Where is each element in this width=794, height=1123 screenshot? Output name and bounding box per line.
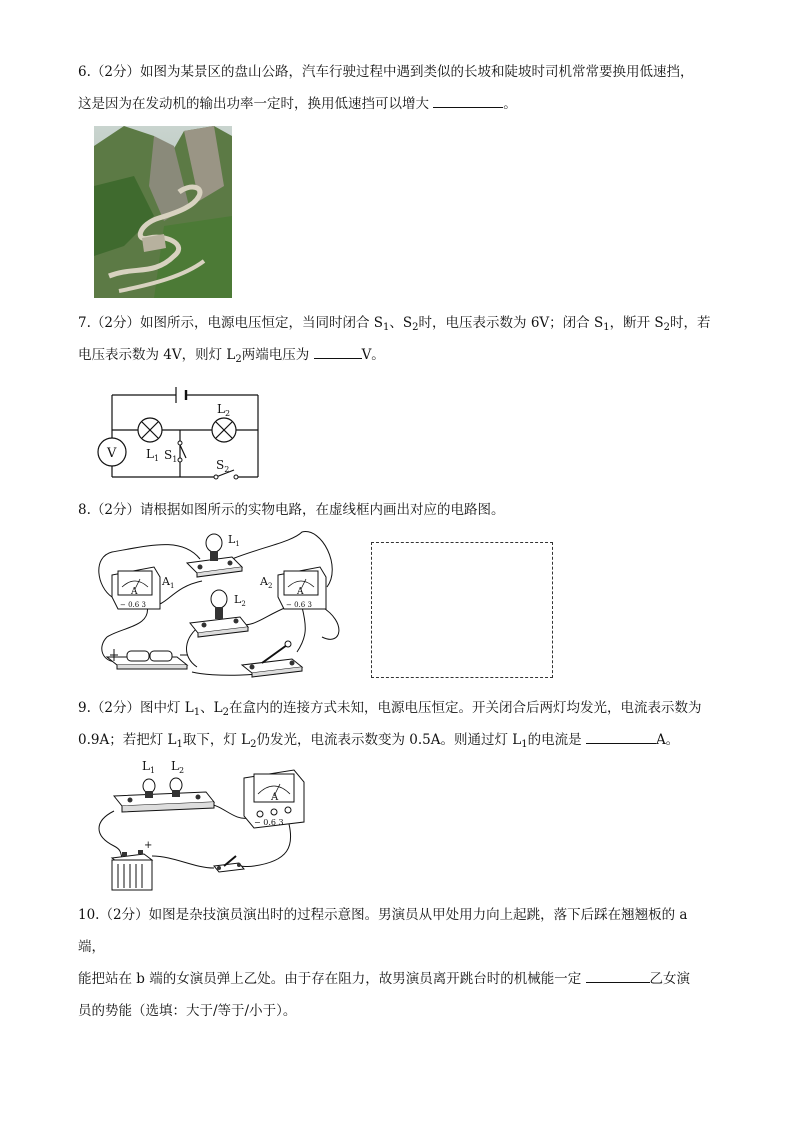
battery	[112, 840, 152, 890]
answer-blank-9[interactable]	[586, 729, 656, 744]
lamp-l1-symbol	[138, 418, 162, 442]
label-l1: $L_1$	[228, 533, 240, 548]
svg-text:A: A	[271, 792, 279, 803]
answer-blank-6[interactable]	[433, 93, 503, 108]
question-6-line-2: 这是因为在发动机的输出功率一定时，换用低速挡可以增大 。	[78, 88, 718, 120]
label-l2: $L_2$	[171, 759, 185, 775]
drawing-box-dashed[interactable]	[371, 542, 553, 678]
circuit-diagram-q7	[94, 380, 269, 485]
question-7-line-2: 电压表示数为 4V，则灯 $L_2$两端电压为 V。	[78, 339, 718, 371]
question-7	[78, 307, 718, 371]
question-6-line-1: 6.（2分）如图为某景区的盘山公路，汽车行驶过程中遇到类似的长坡和陡坡时司机常常要换用低速挡，	[78, 64, 694, 80]
physical-circuit-q8	[92, 527, 360, 682]
ammeter-a1	[112, 567, 160, 609]
question-10-line-3: 员的势能（选填：大于/等于/小于）。	[78, 1003, 297, 1019]
question-6	[78, 56, 718, 120]
svg-text:A: A	[297, 587, 304, 597]
svg-text:− 0.6 3: − 0.6 3	[254, 818, 284, 827]
switch-s2-contact	[214, 475, 218, 479]
knife-switch	[242, 641, 302, 677]
lamp-box	[114, 778, 214, 812]
battery-holder	[107, 649, 188, 669]
svg-text:V: V	[107, 446, 117, 461]
ammeter-a2	[278, 567, 326, 609]
answer-blank-10[interactable]	[586, 968, 650, 983]
question-10-line-2: 能把站在 b 端的女演员弹上乙处。由于存在阻力，故男演员离开跳台时的机械能一定 乙女演	[78, 963, 718, 995]
physical-circuit-q9	[94, 756, 314, 896]
svg-text:− 0.6 3: − 0.6 3	[286, 601, 312, 609]
question-9	[78, 692, 718, 756]
ammeter	[244, 770, 304, 828]
svg-text:− 0.6 3: − 0.6 3	[120, 601, 146, 609]
knife-switch	[214, 856, 244, 872]
question-9-line-1: 9.（2分）图中灯 $L_1$、$L_2$在盒内的连接方式未知，电源电压恒定。开关闭合后两灯均发光，电流表示数为	[78, 700, 702, 718]
svg-text:A: A	[131, 587, 138, 597]
label-l1: $L_1$	[146, 447, 160, 463]
answer-blank-7[interactable]	[314, 344, 362, 359]
question-9-line-2: 0.9A；若把灯 $L_1$取下，灯 $L_2$仍发光，电流表示数变为 0.5A。则通过灯 $L_1$的电流是 A。	[78, 724, 718, 756]
svg-text:+: +	[144, 840, 153, 851]
question-7-line-1: 7.（2分）如图所示，电源电压恒定，当同时闭合 $S_1$、$S_2$时，电压表示数为 6V；闭合 $S_1$，断开 $S_2$时，若	[78, 315, 711, 333]
label-s1: $S_1$	[164, 448, 178, 464]
lamp-l2-symbol	[212, 418, 236, 442]
switch-s1-symbol	[178, 441, 186, 462]
label-a1: $A_1$	[162, 575, 175, 590]
question-10	[78, 899, 718, 1027]
label-a2: $A_2$	[260, 575, 273, 590]
label-l2: $L_2$	[217, 402, 231, 418]
mountain-road-photo	[94, 126, 232, 298]
question-10-line-1: 10.（2分）如图是杂技演员演出时的过程示意图。男演员从甲处用力向上起跳，落下后踩在翘翘板的 a 端，	[78, 907, 688, 955]
switch-s2-contact	[234, 475, 238, 479]
label-l1: $L_1$	[142, 759, 156, 775]
label-l2: $L_2$	[234, 593, 246, 608]
voltmeter-symbol	[98, 438, 126, 466]
question-8-line-1: 8.（2分）请根据如图所示的实物电路，在虚线框内画出对应的电路图。	[78, 502, 505, 518]
label-s2: $S_2$	[216, 458, 230, 474]
question-8	[78, 494, 718, 526]
